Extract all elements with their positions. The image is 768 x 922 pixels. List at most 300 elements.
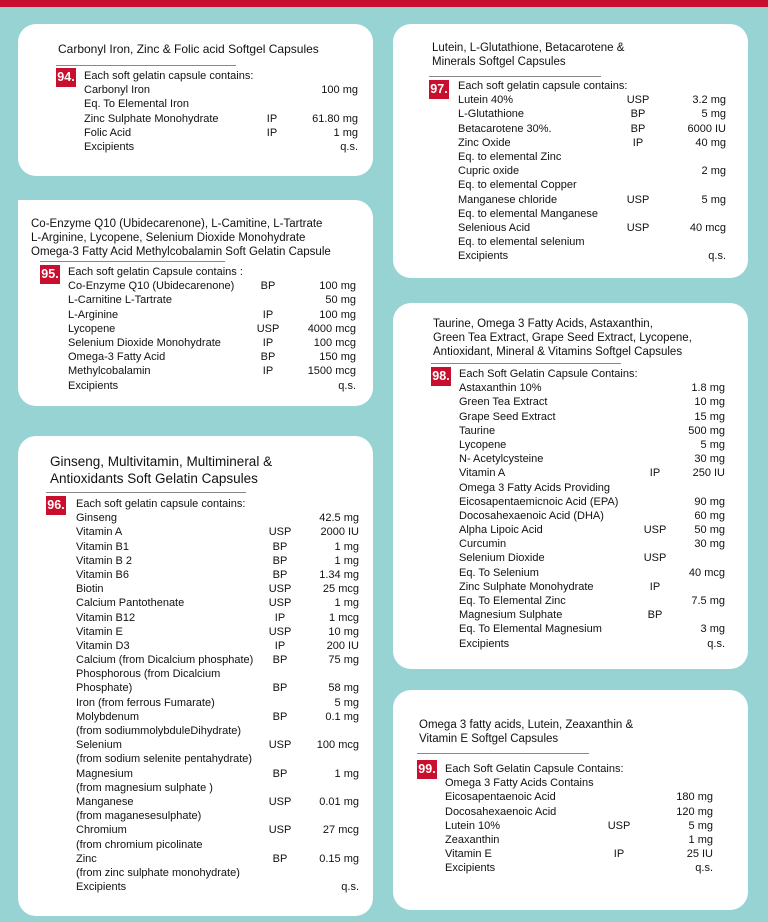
ingredient-amount: 0.15 mg bbox=[319, 852, 359, 865]
ingredient-name: L-Glutathione bbox=[458, 108, 525, 121]
ingredient-standard: USP bbox=[626, 221, 650, 234]
product-number-badge: 94. bbox=[56, 68, 76, 87]
ingredient-standard: BP bbox=[272, 767, 288, 780]
ingredient-amount: 2000 IU bbox=[320, 526, 359, 539]
ingredient-row bbox=[458, 235, 726, 249]
ingredient-row bbox=[76, 554, 359, 568]
title-underline bbox=[40, 261, 225, 262]
ingredient-name: (from chromium picolinate bbox=[76, 838, 203, 851]
title-line: Minerals Softgel Capsules bbox=[432, 56, 566, 68]
intro-line bbox=[76, 497, 359, 511]
ingredient-row bbox=[459, 410, 725, 424]
ingredient-name: Iron (from ferrous Fumarate) bbox=[76, 696, 215, 709]
ingredient-amount: 100 mg bbox=[319, 308, 356, 321]
ingredient-row bbox=[459, 452, 725, 466]
ingredient-row bbox=[76, 582, 359, 596]
ingredient-name: Taurine bbox=[459, 424, 496, 437]
ingredient-row bbox=[76, 667, 359, 681]
ingredient-row bbox=[76, 880, 359, 894]
ingredient-amount: 120 mg bbox=[676, 805, 713, 818]
title-underline bbox=[429, 76, 601, 77]
ingredient-name: Selenious Acid bbox=[458, 221, 531, 234]
ingredient-amount: q.s. bbox=[695, 862, 713, 875]
product-card-99 bbox=[393, 690, 748, 910]
ingredient-amount: 15 mg bbox=[694, 410, 725, 423]
ingredient-name: Manganese bbox=[76, 795, 134, 808]
product-card-98 bbox=[393, 303, 748, 669]
ingredient-row bbox=[68, 322, 356, 336]
ingredient-name: Grape Seed Extract bbox=[459, 410, 556, 423]
ingredient-standard: IP bbox=[266, 126, 278, 139]
ingredient-row bbox=[76, 738, 359, 752]
ingredient-name: (from zinc sulphate monohydrate) bbox=[76, 866, 240, 879]
ingredient-row bbox=[458, 178, 726, 192]
ingredient-name: Ginseng bbox=[76, 512, 117, 525]
ingredient-row bbox=[459, 622, 725, 636]
ingredient-amount: 1 mg bbox=[334, 540, 359, 553]
ingredient-amount: 1500 mcg bbox=[307, 365, 356, 378]
intro-text: Each soft gelatin capsule contains: bbox=[76, 498, 246, 510]
ingredient-row bbox=[76, 525, 359, 539]
ingredient-row bbox=[458, 193, 726, 207]
ingredient-amount: 1 mg bbox=[334, 597, 359, 610]
ingredient-name: Vitamin D3 bbox=[76, 639, 130, 652]
intro-text: Each soft gelatin Capsule contains : bbox=[68, 266, 243, 278]
ingredient-name: Phosphorous (from Dicalcium bbox=[76, 668, 221, 681]
ingredient-row bbox=[459, 481, 725, 495]
ingredient-name: Biotin bbox=[76, 583, 104, 596]
ingredient-standard: IP bbox=[613, 848, 625, 861]
ingredient-standard: IP bbox=[274, 611, 286, 624]
title-line: Taurine, Omega 3 Fatty Acids, Astaxanthin, bbox=[433, 318, 653, 330]
ingredient-name: Calcium (from Dicalcium phosphate) bbox=[76, 654, 254, 667]
ingredient-amount: 90 mg bbox=[694, 495, 725, 508]
ingredient-standard: USP bbox=[268, 597, 292, 610]
ingredient-standard: USP bbox=[268, 824, 292, 837]
ingredient-row bbox=[84, 126, 358, 140]
ingredient-row bbox=[445, 790, 713, 804]
ingredient-standard: USP bbox=[643, 552, 667, 565]
title-line: Omega-3 Fatty Acid Methylcobalamin Soft Gelatin Capsule bbox=[31, 246, 331, 258]
ingredient-row bbox=[445, 847, 713, 861]
ingredient-row bbox=[76, 568, 359, 582]
ingredient-row bbox=[458, 207, 726, 221]
ingredient-row bbox=[445, 776, 713, 790]
ingredient-name: Co-Enzyme Q10 (Ubidecarenone) bbox=[68, 280, 235, 293]
ingredient-row bbox=[76, 809, 359, 823]
ingredient-row bbox=[84, 83, 358, 97]
ingredient-name: Vitamin A bbox=[459, 467, 506, 480]
ingredient-name: Docosahexaenoic Acid bbox=[445, 805, 557, 818]
ingredient-row bbox=[458, 136, 726, 150]
ingredient-name: Alpha Lipoic Acid bbox=[459, 524, 543, 537]
ingredient-row bbox=[76, 596, 359, 610]
ingredient-row bbox=[76, 696, 359, 710]
ingredient-amount: 30 mg bbox=[694, 538, 725, 551]
ingredient-name: Manganese chloride bbox=[458, 193, 558, 206]
ingredient-row bbox=[76, 767, 359, 781]
ingredient-standard: USP bbox=[268, 625, 292, 638]
ingredient-row bbox=[76, 838, 359, 852]
ingredient-row bbox=[445, 833, 713, 847]
ingredient-row bbox=[76, 866, 359, 880]
ingredient-row bbox=[68, 364, 356, 378]
ingredient-amount: q.s. bbox=[341, 881, 359, 894]
ingredient-amount: 5 mg bbox=[700, 438, 725, 451]
ingredient-row bbox=[459, 523, 725, 537]
ingredient-name: Selenium Dioxide Monohydrate bbox=[68, 336, 221, 349]
ingredient-row bbox=[68, 379, 356, 393]
ingredient-row bbox=[458, 164, 726, 178]
ingredient-standard: IP bbox=[649, 467, 661, 480]
title-line: Antioxidants Soft Gelatin Capsules bbox=[50, 471, 258, 486]
ingredient-amount: 6000 IU bbox=[687, 122, 726, 135]
ingredient-standard: BP bbox=[260, 280, 276, 293]
ingredient-standard: USP bbox=[626, 193, 650, 206]
ingredient-standard: USP bbox=[268, 795, 292, 808]
ingredient-amount: 50 mg bbox=[325, 294, 356, 307]
ingredient-amount: q.s. bbox=[338, 379, 356, 392]
title-underline bbox=[431, 363, 621, 364]
ingredient-name: Vitamin B12 bbox=[76, 611, 136, 624]
ingredient-amount: 75 mg bbox=[328, 654, 359, 667]
ingredient-name: Vitamin E bbox=[445, 848, 492, 861]
intro-text: Each soft gelatin capsule contains: bbox=[458, 80, 628, 92]
ingredient-amount: 42.5 mg bbox=[319, 512, 359, 525]
ingredient-row bbox=[458, 107, 726, 121]
title-line: Omega 3 fatty acids, Lutein, Zeaxanthin & bbox=[419, 719, 634, 731]
ingredient-amount: 60 mg bbox=[694, 509, 725, 522]
ingredient-row bbox=[459, 580, 725, 594]
intro-line bbox=[458, 79, 726, 93]
ingredient-name: Lutein 40% bbox=[458, 94, 514, 107]
ingredient-list bbox=[445, 762, 713, 876]
product-number-badge: 99. bbox=[417, 760, 437, 779]
ingredient-amount: 250 IU bbox=[692, 467, 725, 480]
ingredient-amount: 10 mg bbox=[694, 396, 725, 409]
product-title bbox=[419, 718, 740, 746]
ingredient-amount: 100 mcg bbox=[316, 739, 359, 752]
ingredient-standard: USP bbox=[607, 819, 631, 832]
ingredient-amount: 5 mg bbox=[688, 819, 713, 832]
product-number-badge: 98. bbox=[431, 367, 451, 386]
ingredient-name: Green Tea Extract bbox=[459, 396, 548, 409]
product-card-96 bbox=[18, 436, 373, 916]
ingredient-amount: 3 mg bbox=[700, 623, 725, 636]
ingredient-amount: 1.34 mg bbox=[319, 568, 359, 581]
ingredient-name: N- Acetylcysteine bbox=[459, 453, 544, 466]
ingredient-row bbox=[459, 566, 725, 580]
ingredient-standard: BP bbox=[272, 568, 288, 581]
ingredient-name: Vitamin B6 bbox=[76, 568, 129, 581]
ingredient-name: Excipients bbox=[445, 862, 496, 875]
title-underline bbox=[417, 753, 589, 754]
ingredient-amount: 27 mcg bbox=[322, 824, 359, 837]
ingredient-amount: 40 mcg bbox=[688, 566, 725, 579]
ingredient-standard: BP bbox=[272, 554, 288, 567]
ingredient-row bbox=[76, 611, 359, 625]
intro-line bbox=[68, 265, 356, 279]
ingredient-row bbox=[459, 608, 725, 622]
ingredient-amount: 180 mg bbox=[676, 791, 713, 804]
ingredient-name: L-Arginine bbox=[68, 308, 119, 321]
ingredient-row bbox=[459, 509, 725, 523]
ingredient-row bbox=[459, 594, 725, 608]
product-title: Carbonyl Iron, Zinc & Folic acid Softgel Capsules bbox=[58, 42, 319, 56]
ingredient-amount: 58 mg bbox=[328, 682, 359, 695]
ingredient-standard: IP bbox=[632, 136, 644, 149]
ingredient-amount: 100 mcg bbox=[313, 336, 356, 349]
ingredient-row bbox=[68, 279, 356, 293]
intro-line bbox=[445, 762, 713, 776]
ingredient-name: Carbonyl Iron bbox=[84, 84, 151, 97]
ingredient-name: Omega 3 Fatty Acids Contains bbox=[445, 777, 594, 790]
ingredient-standard: BP bbox=[272, 852, 288, 865]
ingredient-standard: BP bbox=[272, 710, 288, 723]
ingredient-name: (from maganesesulphate) bbox=[76, 810, 202, 823]
ingredient-amount: 5 mg bbox=[701, 108, 726, 121]
ingredient-name: Eq. to elemental selenium bbox=[458, 236, 585, 249]
ingredient-row bbox=[76, 639, 359, 653]
ingredient-row bbox=[68, 308, 356, 322]
ingredient-amount: 4000 mcg bbox=[307, 322, 356, 335]
ingredient-name: Lycopene bbox=[459, 438, 507, 451]
ingredient-name: Zinc bbox=[76, 852, 97, 865]
ingredient-amount: 61.80 mg bbox=[312, 112, 358, 125]
ingredient-row bbox=[458, 249, 726, 263]
ingredient-row bbox=[68, 293, 356, 307]
ingredient-row bbox=[459, 537, 725, 551]
ingredient-row bbox=[459, 395, 725, 409]
ingredient-name: Zinc Sulphate Monohydrate bbox=[459, 580, 594, 593]
ingredient-amount: 25 mcg bbox=[322, 583, 359, 596]
ingredient-standard: BP bbox=[260, 351, 276, 364]
ingredient-name: (from sodium selenite pentahydrate) bbox=[76, 753, 253, 766]
ingredient-name: Calcium Pantothenate bbox=[76, 597, 185, 610]
ingredient-name: Folic Acid bbox=[84, 126, 132, 139]
ingredient-row bbox=[458, 93, 726, 107]
ingredient-row bbox=[459, 551, 725, 565]
ingredient-name: Magnesium bbox=[76, 767, 133, 780]
title-line: Antioxidant, Mineral & Vitamins Softgel Capsules bbox=[433, 346, 683, 358]
ingredient-name: Methylcobalamin bbox=[68, 365, 151, 378]
ingredient-standard: BP bbox=[272, 682, 288, 695]
ingredient-amount: 1 mg bbox=[334, 767, 359, 780]
product-number-badge: 95. bbox=[40, 265, 60, 284]
ingredient-amount: 30 mg bbox=[694, 453, 725, 466]
ingredient-name: Vitamin E bbox=[76, 625, 123, 638]
product-title bbox=[433, 317, 740, 359]
ingredient-amount: 40 mcg bbox=[689, 221, 726, 234]
ingredient-name: Chromium bbox=[76, 824, 127, 837]
ingredient-name: Omega-3 Fatty Acid bbox=[68, 351, 166, 364]
title-line: Green Tea Extract, Grape Seed Extract, Lycopene, bbox=[433, 332, 692, 344]
ingredient-name: Curcumin bbox=[459, 538, 507, 551]
ingredient-name: Molybdenum bbox=[76, 710, 139, 723]
ingredient-row bbox=[84, 112, 358, 126]
ingredient-name: Selenium Dioxide bbox=[459, 552, 545, 565]
ingredient-standard: BP bbox=[272, 654, 288, 667]
ingredient-amount: 10 mg bbox=[328, 625, 359, 638]
ingredient-row bbox=[459, 424, 725, 438]
product-title bbox=[50, 453, 365, 487]
ingredient-amount: 0.01 mg bbox=[319, 795, 359, 808]
product-title bbox=[432, 41, 740, 69]
ingredient-amount: 150 mg bbox=[319, 351, 356, 364]
title-line: Co-Enzyme Q10 (Ubidecarenone), L-Camitine, L-Tartrate bbox=[31, 218, 323, 230]
ingredient-standard: USP bbox=[268, 739, 292, 752]
ingredient-name: Eq. To Elemental Iron bbox=[84, 98, 189, 111]
ingredient-amount: 1.8 mg bbox=[691, 382, 725, 395]
product-card-95 bbox=[18, 200, 373, 406]
ingredient-name: L-Carnitine L-Tartrate bbox=[68, 294, 172, 307]
ingredient-row bbox=[458, 221, 726, 235]
ingredient-row bbox=[459, 637, 725, 651]
title-line: Vitamin E Softgel Capsules bbox=[419, 733, 559, 745]
ingredient-amount: 5 mg bbox=[701, 193, 726, 206]
ingredient-standard: BP bbox=[630, 122, 646, 135]
ingredient-name: Eicosapentaenoic Acid bbox=[445, 791, 556, 804]
ingredient-row bbox=[76, 795, 359, 809]
ingredient-name: (from sodiummolybduleDihydrate) bbox=[76, 725, 242, 737]
ingredient-standard: USP bbox=[268, 526, 292, 539]
title-line: L-Arginine, Lycopene, Selenium Dioxide Monohydrate bbox=[31, 232, 306, 244]
ingredient-row bbox=[76, 781, 359, 795]
ingredient-name: Zinc Sulphate Monohydrate bbox=[84, 112, 219, 125]
ingredient-name: Eq. to elemental Zinc bbox=[458, 150, 562, 163]
intro-line bbox=[459, 367, 725, 381]
ingredient-amount: 50 mg bbox=[694, 524, 725, 537]
ingredient-row bbox=[76, 710, 359, 724]
product-number-badge: 97. bbox=[429, 80, 449, 99]
ingredient-standard: USP bbox=[256, 322, 280, 335]
ingredient-name: Eq. To Selenium bbox=[459, 566, 539, 579]
ingredient-name: Eq. To Elemental Magnesium bbox=[459, 623, 602, 636]
ingredient-amount: q.s. bbox=[340, 140, 358, 153]
ingredient-amount: 100 mg bbox=[321, 84, 358, 97]
top-accent-bar bbox=[0, 0, 768, 7]
ingredient-name: Lycopene bbox=[68, 322, 116, 335]
ingredient-standard: BP bbox=[647, 609, 663, 622]
ingredient-row bbox=[458, 150, 726, 164]
intro-line bbox=[84, 69, 358, 83]
ingredient-row bbox=[84, 140, 358, 154]
ingredient-amount: 200 IU bbox=[326, 639, 359, 652]
ingredient-row bbox=[459, 466, 725, 480]
ingredient-list bbox=[68, 265, 356, 393]
ingredient-standard: USP bbox=[626, 94, 650, 107]
ingredient-list bbox=[458, 79, 726, 263]
intro-text: Each Soft Gelatin Capsule Contains: bbox=[459, 368, 638, 380]
ingredient-name: Docosahexaenoic Acid (DHA) bbox=[459, 509, 604, 522]
ingredient-row bbox=[76, 681, 359, 695]
ingredient-standard: IP bbox=[262, 365, 274, 378]
ingredient-amount: 2 mg bbox=[701, 165, 726, 178]
ingredient-name: Eicosapentaemicnoic Acid (EPA) bbox=[459, 495, 619, 508]
ingredient-row bbox=[445, 805, 713, 819]
ingredient-amount: 25 IU bbox=[686, 848, 713, 861]
ingredient-standard: IP bbox=[262, 336, 274, 349]
ingredient-list bbox=[84, 69, 358, 154]
ingredient-standard: IP bbox=[274, 639, 286, 652]
title-underline bbox=[56, 65, 236, 66]
ingredient-name: Lutein 10% bbox=[445, 819, 501, 832]
ingredient-name: Excipients bbox=[68, 379, 119, 392]
ingredient-standard: BP bbox=[272, 540, 288, 553]
ingredient-amount: q.s. bbox=[707, 637, 725, 650]
product-card-94 bbox=[18, 24, 373, 176]
ingredient-row bbox=[459, 495, 725, 509]
ingredient-row bbox=[459, 381, 725, 395]
ingredient-name: Vitamin B1 bbox=[76, 540, 129, 553]
ingredient-standard: USP bbox=[643, 524, 667, 537]
ingredient-amount: 7.5 mg bbox=[691, 595, 725, 607]
ingredient-amount: 500 mg bbox=[688, 424, 725, 437]
ingredient-name: Eq. To Elemental Zinc bbox=[459, 595, 566, 607]
ingredient-row bbox=[68, 350, 356, 364]
ingredient-row bbox=[76, 653, 359, 667]
ingredient-standard: IP bbox=[262, 308, 274, 321]
ingredient-row bbox=[445, 861, 713, 875]
ingredient-standard: BP bbox=[630, 108, 646, 121]
ingredient-name: Eq. to elemental Manganese bbox=[458, 207, 599, 220]
ingredient-amount: q.s. bbox=[708, 250, 726, 263]
ingredient-name: Omega 3 Fatty Acids Providing bbox=[459, 481, 611, 494]
ingredient-name: Astaxanthin 10% bbox=[459, 382, 542, 395]
ingredient-amount: 1 mg bbox=[688, 833, 713, 846]
product-card-97 bbox=[393, 24, 748, 278]
ingredient-row bbox=[76, 625, 359, 639]
ingredient-name: Excipients bbox=[84, 140, 135, 153]
ingredient-name: Vitamin B 2 bbox=[76, 554, 133, 567]
intro-text: Each Soft Gelatin Capsule Contains: bbox=[445, 763, 624, 775]
ingredient-name: (from magnesium sulphate ) bbox=[76, 781, 213, 794]
ingredient-row bbox=[68, 336, 356, 350]
ingredient-amount: 1 mcg bbox=[329, 611, 359, 624]
product-number-badge: 96. bbox=[46, 496, 66, 515]
ingredient-row bbox=[84, 97, 358, 111]
ingredient-row bbox=[459, 438, 725, 452]
ingredient-row bbox=[76, 823, 359, 837]
ingredient-standard: IP bbox=[649, 580, 661, 593]
ingredient-standard: USP bbox=[268, 583, 292, 596]
ingredient-name: Excipients bbox=[76, 881, 127, 894]
ingredient-amount: 1 mg bbox=[333, 126, 358, 139]
ingredient-row bbox=[445, 819, 713, 833]
ingredient-name: Selenium bbox=[76, 739, 122, 752]
ingredient-row bbox=[76, 852, 359, 866]
ingredient-row bbox=[458, 122, 726, 136]
ingredient-name: Magnesium Sulphate bbox=[459, 609, 563, 622]
ingredient-list bbox=[76, 497, 359, 894]
intro-text: Each soft gelatin capsule contains: bbox=[84, 70, 254, 82]
ingredient-amount: 0.1 mg bbox=[325, 710, 359, 723]
ingredient-row bbox=[76, 511, 359, 525]
ingredient-name: Cupric oxide bbox=[458, 165, 520, 178]
ingredient-amount: 5 mg bbox=[334, 696, 359, 709]
ingredient-name: Excipients bbox=[458, 250, 509, 263]
ingredient-row bbox=[76, 540, 359, 554]
ingredient-name: Zeaxanthin bbox=[445, 833, 500, 846]
ingredient-list bbox=[459, 367, 725, 651]
ingredient-amount: 40 mg bbox=[695, 136, 726, 149]
title-underline bbox=[46, 492, 246, 493]
ingredient-name: Eq. to elemental Copper bbox=[458, 179, 577, 192]
ingredient-name: Betacarotene 30%. bbox=[458, 122, 552, 135]
ingredient-amount: 100 mg bbox=[319, 280, 356, 293]
ingredient-amount: 1 mg bbox=[334, 554, 359, 567]
title-line: Lutein, L-Glutathione, Betacarotene & bbox=[432, 42, 625, 54]
